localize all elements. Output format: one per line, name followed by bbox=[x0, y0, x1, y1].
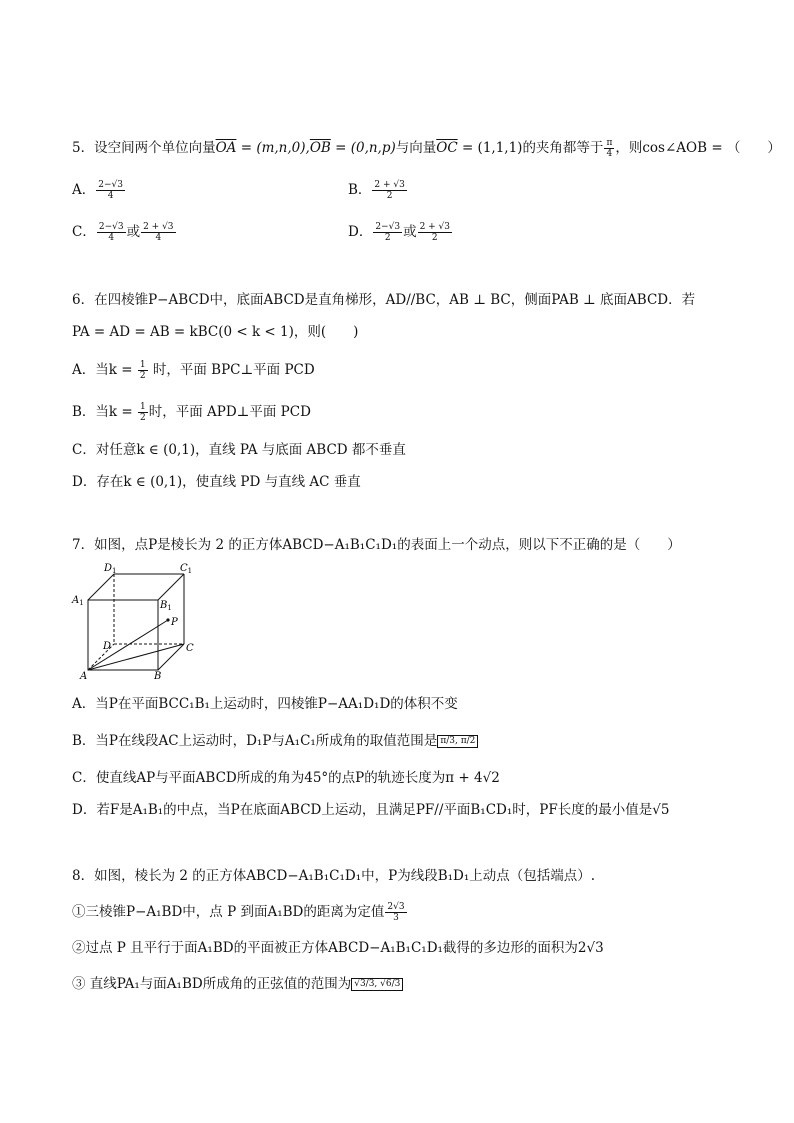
q6-stem-line2: PA = AD = AB = kBC(0 < k < 1)，则( ) bbox=[72, 324, 359, 340]
q5-stem: 5．设空间两个单位向量$\overline{OA} = (m,n,0),\overline{OB} = (0,n,p)$与向量$\overline{OC} = (1,1,1)$的夹角都等于 $\frac{\pi}{4}$ ，则cos∠AOB = （ ） bbox=[72, 138, 781, 159]
label-c1: $C_1$ bbox=[180, 563, 193, 575]
q6-option-a: A．当k = $\frac{1}{2}$ 时，平面 BPC⊥平面 PCD bbox=[72, 360, 315, 381]
q7-option-a: A．当P在平面BCC₁B₁上运动时，四棱锥P−AA₁D₁D的体积不变 bbox=[72, 696, 458, 712]
cube-figure bbox=[70, 562, 200, 680]
q7-option-b: B．当P在线段AC上运动时，D₁P与A₁C₁所成角的取值范围是 π/3, π/2 bbox=[72, 731, 478, 751]
label-b1: $B_1$ bbox=[160, 600, 172, 612]
q8-item-1: ①三棱锥P−A₁BD中，点 P 到面A₁BD的距离为定值 $\frac{2√3}{3}$ bbox=[72, 902, 405, 923]
edge-b1-c1 bbox=[158, 574, 184, 600]
label-a1: $A_1$ bbox=[72, 595, 84, 607]
vector-ob: $\overline{OB}$ bbox=[309, 140, 331, 156]
q7-option-d: D．若F是A₁B₁的中点，当P在底面ABCD上运动，且满足PF//平面B₁CD₁时，PF长度的最小值是√5 bbox=[72, 802, 670, 818]
label-b: B bbox=[154, 671, 162, 680]
label-p: P bbox=[171, 617, 178, 628]
vector-oa: $\overline{OA}$ bbox=[215, 140, 237, 156]
edge-a1-d1 bbox=[88, 574, 114, 600]
label-d: D bbox=[103, 641, 112, 652]
cube-front-face bbox=[88, 600, 158, 670]
q6-option-b: B．当k = $\frac{1}{2}$ 时，平面 APD⊥平面 PCD bbox=[72, 402, 311, 423]
segment-ap bbox=[88, 620, 168, 670]
point-p bbox=[166, 618, 169, 621]
q8-item-2: ②过点 P 且平行于面A₁BD的平面被正方体ABCD−A₁B₁C₁D₁截得的多边形的面积为2√3 bbox=[72, 940, 604, 956]
q8-stem: 8．如图，棱长为 2 的正方体ABCD−A₁B₁C₁D₁中，P为线段B₁D₁上动点（包括端点）. bbox=[72, 868, 596, 884]
label-c: C bbox=[186, 643, 194, 654]
q7-option-c: C．使直线AP与平面ABCD所成的角为45°的点P的轨迹长度为π + 4√2 bbox=[72, 770, 500, 786]
q8-item-3: ③ 直线PA₁与面A₁BD所成角的正弦值的范围为 √3/3, √6/3 bbox=[72, 974, 403, 994]
q6-option-d: D．存在k ∈ (0,1)，使直线 PD 与直线 AC 垂直 bbox=[72, 474, 361, 490]
q6-option-c: C．对任意k ∈ (0,1)，直线 PA 与底面 ABCD 都不垂直 bbox=[72, 442, 406, 458]
q5-option-a: A． $\frac{2-√3}{4}$ bbox=[72, 180, 123, 201]
q5-option-d: D． $\frac{2-√3}{2}$ 或 $\frac{2 + √3}{2}$ bbox=[348, 222, 451, 243]
label-d1: $D_1$ bbox=[104, 563, 117, 575]
q6-stem-line1: 6．在四棱锥P−ABCD中，底面ABCD是直角梯形，AD//BC，AB ⊥ BC，侧面PAB ⊥ 底面ABCD．若 bbox=[72, 292, 696, 308]
q7-stem: 7．如图，点P是棱长为 2 的正方体ABCD−A₁B₁C₁D₁的表面上一个动点，则以下不正确的是（ ） bbox=[72, 537, 681, 553]
q5-option-b: B． $\frac{2 + √3}{2}$ bbox=[348, 180, 405, 201]
q5-option-c: C． $\frac{2-√3}{4}$ 或 $\frac{2 + √3}{4}$ bbox=[72, 222, 174, 243]
range-bracket: √3/3, √6/3 bbox=[351, 978, 403, 991]
range-bracket: π/3, π/2 bbox=[437, 735, 478, 748]
label-a: A bbox=[80, 671, 88, 680]
angle-fraction: $\frac{\pi}{4}$ bbox=[606, 138, 613, 159]
vector-oc: $\overline{OC}$ bbox=[436, 140, 458, 156]
